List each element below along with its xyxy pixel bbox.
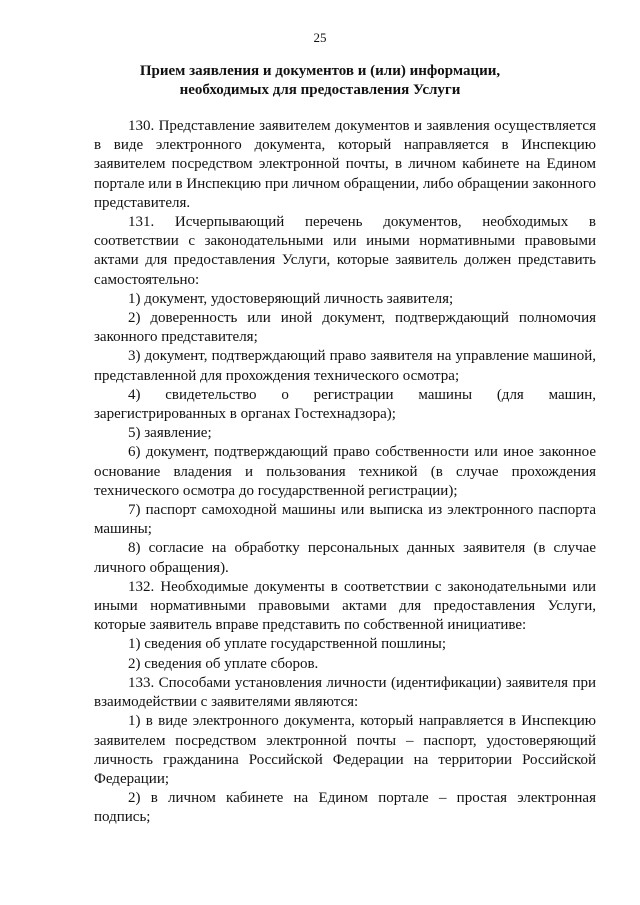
section-heading — [60, 62, 580, 100]
section-heading-line-2: необходимых для предоставления Услуги — [179, 82, 461, 98]
list-item: 2) доверенность или иной документ, подтверждающий полномочия законного представителя; — [94, 310, 596, 346]
paragraph-132: 132. Необходимые документы в соответствии с законодательными или иными нормативными правовыми актами для предоставления Услуги, которые заявитель вправе представить по собственной инициативе: — [94, 578, 596, 634]
list-item: 1) документ, удостоверяющий личность заявителя; — [128, 290, 454, 307]
list-item: 5) заявление; — [128, 425, 212, 442]
list-item: 1) сведения об уплате государственной пошлины; — [128, 636, 446, 653]
list-item: 4) свидетельство о регистрации машины (для машин, зарегистрированных в органах Гостехнадзора); — [94, 386, 596, 423]
list-item: 2) в личном кабинете на Едином портале – простая электронная подпись; — [94, 790, 596, 826]
list-item: 7) паспорт самоходной машины или выписка из электронного паспорта машины; — [94, 502, 596, 538]
list-item: 3) документ, подтверждающий право заявителя на управление машиной, представленной для прохождения технического осмотра; — [94, 348, 596, 384]
list-item: 1) в виде электронного документа, который направляется в Инспекцию заявителем посредством электронной почты – паспорт, удостоверяющий личность гражданина Российской Федерации на территории Российской Федерации; — [94, 713, 596, 787]
list-item: 6) документ, подтверждающий право собственности или иное законное основание владения и пользования техникой (в случае прохождения технического осмотра до государственной регистрации); — [94, 444, 596, 499]
section-heading-line-1: Прием заявления и документов и (или) информации, — [139, 63, 501, 79]
paragraph-131: 131. Исчерпывающий перечень документов, необходимых в соответствии с законодательными или иными нормативными правовыми актами для предоставления Услуги, которые заявитель должен представить самостоятельно: — [94, 214, 596, 288]
paragraph-130: 130. Представление заявителем документов и заявления осуществляется в виде электронного документа, который направляется в Инспекцию заявителем посредством электронной почты, в личном кабинете на Едином портале или в Инспекцию при личном обращении, либо обращении законного представителя. — [94, 118, 596, 211]
paragraph-133: 133. Способами установления личности (идентификации) заявителя при взаимодействии с заявителями являются: — [94, 674, 596, 711]
list-item: 2) сведения об уплате сборов. — [128, 655, 319, 672]
page-number: 25 — [313, 30, 327, 45]
document-body — [94, 117, 596, 828]
list-item: 8) согласие на обработку персональных данных заявителя (в случае личного обращения). — [94, 540, 596, 576]
